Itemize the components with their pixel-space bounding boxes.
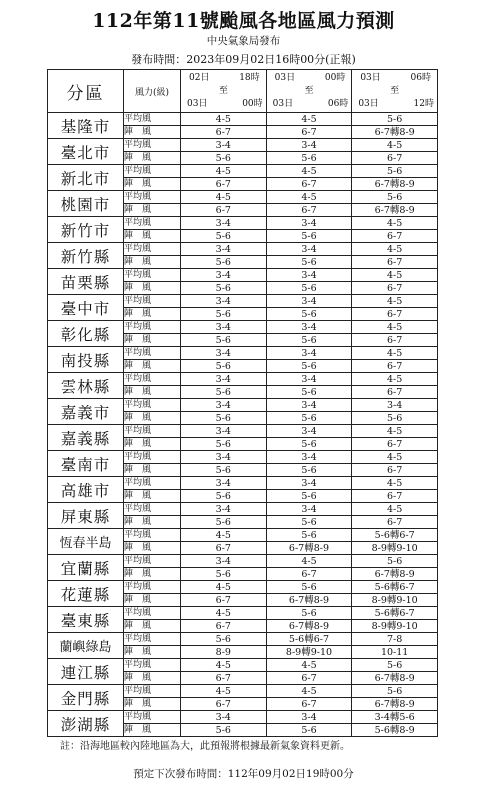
avg-wind-value: 3-4 [181, 217, 267, 230]
avg-wind-value: 3-4 [266, 425, 352, 438]
gust-wind-value: 6-7 [266, 568, 352, 581]
gust-wind-value: 6-7 [266, 698, 352, 711]
page-title: 112年第11號颱風各地區風力預測 [92, 10, 395, 32]
period-to-label: 至 [218, 85, 228, 96]
wind-type-gust: 陣 風 [124, 464, 181, 477]
table-row-avg [48, 243, 438, 256]
avg-wind-value: 5-6 [352, 555, 438, 568]
wind-type-avg: 平均風 [124, 269, 181, 282]
avg-wind-value: 3-4 [181, 555, 267, 568]
wind-type-avg: 平均風 [124, 113, 181, 126]
wind-type-avg: 平均風 [124, 477, 181, 490]
gust-wind-value: 5-6 [181, 230, 267, 243]
avg-wind-value: 3-4 [181, 711, 267, 724]
avg-wind-value: 4-5 [352, 269, 438, 282]
wind-type-avg: 平均風 [124, 217, 181, 230]
avg-wind-value: 4-5 [352, 295, 438, 308]
avg-wind-value: 4-5 [181, 165, 267, 178]
gust-wind-value: 5-6 [266, 464, 352, 477]
gust-wind-value: 6-7 [352, 152, 438, 165]
wind-type-avg: 平均風 [124, 685, 181, 698]
column-header-period-3 [352, 70, 438, 113]
table-row-avg [48, 607, 438, 620]
gust-wind-value: 6-7 [181, 594, 267, 607]
avg-wind-value: 3-4 [266, 451, 352, 464]
column-header-period-1 [181, 70, 267, 113]
avg-wind-value: 3-4 [266, 139, 352, 152]
avg-wind-value: 5-6轉6-7 [352, 529, 438, 542]
avg-wind-value: 3-4 [266, 269, 352, 282]
avg-wind-value: 4-5 [266, 555, 352, 568]
avg-wind-value: 4-5 [352, 321, 438, 334]
wind-type-gust: 陣 風 [124, 256, 181, 269]
gust-wind-value: 6-7轉8-9 [352, 204, 438, 217]
gust-wind-value: 5-6 [181, 490, 267, 503]
table-row-avg [48, 425, 438, 438]
gust-wind-value: 8-9轉9-10 [266, 646, 352, 659]
wind-type-avg: 平均風 [124, 139, 181, 152]
gust-wind-value: 8-9轉9-10 [352, 542, 438, 555]
avg-wind-value: 4-5 [352, 503, 438, 516]
gust-wind-value: 6-7 [352, 308, 438, 321]
avg-wind-value: 3-4 [181, 503, 267, 516]
gust-wind-value: 5-6 [181, 438, 267, 451]
avg-wind-value: 3-4 [266, 243, 352, 256]
gust-wind-value: 6-7 [352, 360, 438, 373]
gust-wind-value: 6-7 [181, 672, 267, 685]
avg-wind-value: 5-6 [352, 113, 438, 126]
issuing-agency: 中央氣象局發布 [206, 35, 281, 47]
region-name: 嘉義縣 [48, 425, 124, 451]
period-from-day: 03日 [360, 72, 381, 83]
gust-wind-value: 6-7 [352, 282, 438, 295]
avg-wind-value: 3-4 [266, 217, 352, 230]
avg-wind-value: 4-5 [181, 685, 267, 698]
gust-wind-value: 5-6 [266, 230, 352, 243]
region-name: 花蓮縣 [48, 581, 124, 607]
table-row-avg [48, 685, 438, 698]
avg-wind-value: 3-4 [181, 243, 267, 256]
table-row-avg [48, 217, 438, 230]
gust-wind-value: 5-6 [181, 464, 267, 477]
region-name: 高雄市 [48, 477, 124, 503]
gust-wind-value: 5-6 [181, 568, 267, 581]
table-row-avg [48, 139, 438, 152]
gust-wind-value: 6-7 [352, 230, 438, 243]
region-name: 苗栗縣 [48, 269, 124, 295]
gust-wind-value: 5-6 [181, 152, 267, 165]
region-name: 屏東縣 [48, 503, 124, 529]
gust-wind-value: 6-7 [266, 126, 352, 139]
gust-wind-value: 6-7轉8-9 [266, 542, 352, 555]
region-name: 南投縣 [48, 347, 124, 373]
avg-wind-value: 5-6 [352, 659, 438, 672]
region-name: 新北市 [48, 165, 124, 191]
avg-wind-value: 4-5 [181, 659, 267, 672]
avg-wind-value: 4-5 [181, 113, 267, 126]
period-to-day: 03日 [272, 98, 294, 109]
gust-wind-value: 6-7 [352, 490, 438, 503]
period-from-day: 03日 [274, 72, 296, 83]
avg-wind-value: 3-4 [266, 373, 352, 386]
avg-wind-value: 4-5 [352, 373, 438, 386]
gust-wind-value: 5-6 [266, 438, 352, 451]
gust-wind-value: 5-6 [266, 386, 352, 399]
avg-wind-value: 3-4 [266, 503, 352, 516]
avg-wind-value: 5-6 [352, 685, 438, 698]
gust-wind-value: 5-6 [266, 256, 352, 269]
avg-wind-value: 4-5 [181, 529, 267, 542]
wind-type-gust: 陣 風 [124, 490, 181, 503]
avg-wind-value: 4-5 [181, 191, 267, 204]
footnote: 註：沿海地區較內陸地區為大，此預報將根據最新氣象資料更新。 [60, 741, 350, 752]
period-to-label: 至 [390, 85, 400, 96]
gust-wind-value: 6-7 [352, 256, 438, 269]
gust-wind-value: 5-6 [266, 490, 352, 503]
gust-wind-value: 8-9 [181, 646, 267, 659]
wind-type-gust: 陣 風 [124, 308, 181, 321]
avg-wind-value: 4-5 [181, 607, 267, 620]
table-row-avg [48, 451, 438, 464]
gust-wind-value: 6-7轉8-9 [352, 698, 438, 711]
region-name: 嘉義市 [48, 399, 124, 425]
region-name: 恆春半島 [48, 529, 124, 555]
gust-wind-value: 6-7轉8-9 [352, 178, 438, 191]
wind-type-avg: 平均風 [124, 633, 181, 646]
gust-wind-value: 6-7轉8-9 [352, 126, 438, 139]
gust-wind-value: 5-6 [181, 256, 267, 269]
table-row-avg [48, 191, 438, 204]
avg-wind-value: 5-6 [181, 633, 267, 646]
table-row-avg [48, 373, 438, 386]
period-to-day: 03日 [358, 98, 379, 109]
wind-type-avg: 平均風 [124, 451, 181, 464]
table-row-avg [48, 555, 438, 568]
avg-wind-value: 5-6 [266, 607, 352, 620]
wind-type-avg: 平均風 [124, 711, 181, 724]
region-name: 連江縣 [48, 659, 124, 685]
avg-wind-value: 3-4 [181, 373, 267, 386]
gust-wind-value: 6-7 [266, 204, 352, 217]
avg-wind-value: 3-4 [181, 399, 267, 412]
table-row-avg [48, 711, 438, 724]
gust-wind-value: 5-6 [352, 412, 438, 425]
region-name: 彰化縣 [48, 321, 124, 347]
avg-wind-value: 3-4 [266, 399, 352, 412]
avg-wind-value: 3-4 [181, 425, 267, 438]
wind-type-avg: 平均風 [124, 555, 181, 568]
region-name: 臺南市 [48, 451, 124, 477]
gust-wind-value: 6-7轉8-9 [266, 594, 352, 607]
gust-wind-value: 8-9轉9-10 [352, 620, 438, 633]
table-row-avg [48, 529, 438, 542]
region-name: 雲林縣 [48, 373, 124, 399]
table-row-avg [48, 269, 438, 282]
wind-type-avg: 平均風 [124, 165, 181, 178]
wind-type-gust: 陣 風 [124, 204, 181, 217]
gust-wind-value: 8-9轉9-10 [352, 594, 438, 607]
gust-wind-value: 5-6 [181, 386, 267, 399]
period-to-hour: 06時 [327, 98, 349, 109]
avg-wind-value: 3-4 [266, 295, 352, 308]
region-name: 澎湖縣 [48, 711, 124, 737]
avg-wind-value: 4-5 [352, 217, 438, 230]
avg-wind-value: 3-4 [266, 477, 352, 490]
wind-type-gust: 陣 風 [124, 126, 181, 139]
avg-wind-value: 4-5 [352, 139, 438, 152]
avg-wind-value: 4-5 [352, 347, 438, 360]
table-row-avg [48, 633, 438, 646]
wind-type-gust: 陣 風 [124, 698, 181, 711]
gust-wind-value: 5-6 [266, 308, 352, 321]
gust-wind-value: 5-6 [266, 334, 352, 347]
avg-wind-value: 4-5 [266, 165, 352, 178]
wind-type-avg: 平均風 [124, 425, 181, 438]
wind-type-gust: 陣 風 [124, 282, 181, 295]
wind-type-avg: 平均風 [124, 373, 181, 386]
wind-type-gust: 陣 風 [124, 620, 181, 633]
table-row-avg [48, 399, 438, 412]
gust-wind-value: 5-6 [181, 412, 267, 425]
wind-type-gust: 陣 風 [124, 516, 181, 529]
wind-forecast-table [47, 69, 438, 737]
gust-wind-value: 5-6 [181, 724, 267, 737]
avg-wind-value: 3-4 [181, 477, 267, 490]
region-name: 新竹縣 [48, 243, 124, 269]
avg-wind-value: 5-6轉6-7 [352, 581, 438, 594]
gust-wind-value: 10-11 [352, 646, 438, 659]
wind-type-gust: 陣 風 [124, 542, 181, 555]
wind-type-avg: 平均風 [124, 191, 181, 204]
table-header-row [48, 70, 438, 113]
gust-wind-value: 6-7 [352, 516, 438, 529]
period-from-hour: 00時 [324, 72, 346, 83]
gust-wind-value: 6-7轉8-9 [266, 620, 352, 633]
avg-wind-value: 3-4 [266, 711, 352, 724]
column-header-period-2 [266, 70, 352, 113]
gust-wind-value: 6-7 [181, 620, 267, 633]
avg-wind-value: 3-4 [181, 321, 267, 334]
region-name: 蘭嶼綠島 [48, 633, 124, 659]
wind-type-gust: 陣 風 [124, 386, 181, 399]
avg-wind-value: 3-4 [352, 399, 438, 412]
avg-wind-value: 3-4 [181, 269, 267, 282]
avg-wind-value: 7-8 [352, 633, 438, 646]
column-header-scale: 風力(級) [124, 70, 181, 113]
gust-wind-value: 6-7 [181, 204, 267, 217]
wind-type-avg: 平均風 [124, 607, 181, 620]
column-header-region: 分區 [48, 70, 124, 113]
gust-wind-value: 5-6 [181, 516, 267, 529]
gust-wind-value: 6-7 [266, 178, 352, 191]
table-row-avg [48, 581, 438, 594]
period-to-hour: 00時 [242, 98, 263, 109]
region-name: 臺北市 [48, 139, 124, 165]
avg-wind-value: 3-4 [266, 347, 352, 360]
wind-type-avg: 平均風 [124, 295, 181, 308]
wind-type-gust: 陣 風 [124, 334, 181, 347]
table-row-avg [48, 113, 438, 126]
wind-type-gust: 陣 風 [124, 178, 181, 191]
avg-wind-value: 5-6 [352, 165, 438, 178]
wind-type-avg: 平均風 [124, 399, 181, 412]
wind-type-avg: 平均風 [124, 321, 181, 334]
table-row-avg [48, 503, 438, 516]
period-to-hour: 12時 [413, 98, 434, 109]
period-from-hour: 18時 [239, 72, 260, 83]
gust-wind-value: 5-6 [266, 360, 352, 373]
wind-type-gust: 陣 風 [124, 568, 181, 581]
table-row-avg [48, 321, 438, 334]
gust-wind-value: 5-6 [266, 152, 352, 165]
gust-wind-value: 6-7 [181, 698, 267, 711]
avg-wind-value: 4-5 [266, 113, 352, 126]
gust-wind-value: 6-7 [352, 464, 438, 477]
wind-type-gust: 陣 風 [124, 594, 181, 607]
avg-wind-value: 3-4 [181, 451, 267, 464]
wind-type-avg: 平均風 [124, 581, 181, 594]
table-row-avg [48, 165, 438, 178]
gust-wind-value: 5-6 [181, 282, 267, 295]
avg-wind-value: 3-4 [181, 295, 267, 308]
region-name: 新竹市 [48, 217, 124, 243]
wind-type-avg: 平均風 [124, 243, 181, 256]
gust-wind-value: 5-6 [181, 308, 267, 321]
gust-wind-value: 6-7 [181, 178, 267, 191]
region-name: 臺中市 [48, 295, 124, 321]
avg-wind-value: 5-6 [352, 191, 438, 204]
gust-wind-value: 5-6 [181, 334, 267, 347]
gust-wind-value: 5-6 [266, 412, 352, 425]
gust-wind-value: 5-6 [266, 282, 352, 295]
avg-wind-value: 5-6轉6-7 [352, 607, 438, 620]
gust-wind-value: 6-7 [181, 126, 267, 139]
gust-wind-value: 6-7 [352, 334, 438, 347]
wind-type-avg: 平均風 [124, 503, 181, 516]
period-from-hour: 06時 [410, 72, 431, 83]
region-name: 基隆市 [48, 113, 124, 139]
avg-wind-value: 4-5 [352, 451, 438, 464]
avg-wind-value: 4-5 [266, 191, 352, 204]
table-row-avg [48, 347, 438, 360]
gust-wind-value: 5-6轉8-9 [352, 724, 438, 737]
issue-time: 發布時間：2023年09月02日16時00分(正報) [131, 53, 356, 66]
wind-type-avg: 平均風 [124, 659, 181, 672]
wind-type-gust: 陣 風 [124, 672, 181, 685]
avg-wind-value: 3-4轉5-6 [352, 711, 438, 724]
wind-type-avg: 平均風 [124, 347, 181, 360]
avg-wind-value: 5-6 [266, 529, 352, 542]
wind-type-gust: 陣 風 [124, 646, 181, 659]
gust-wind-value: 6-7 [352, 386, 438, 399]
avg-wind-value: 4-5 [266, 659, 352, 672]
wind-type-gust: 陣 風 [124, 412, 181, 425]
wind-type-gust: 陣 風 [124, 360, 181, 373]
table-row-avg [48, 295, 438, 308]
table-row-avg [48, 659, 438, 672]
avg-wind-value: 5-6轉6-7 [266, 633, 352, 646]
wind-type-avg: 平均風 [124, 529, 181, 542]
avg-wind-value: 3-4 [181, 139, 267, 152]
period-to-day: 03日 [187, 98, 208, 109]
gust-wind-value: 5-6 [266, 516, 352, 529]
gust-wind-value: 6-7 [181, 542, 267, 555]
gust-wind-value: 6-7轉8-9 [352, 672, 438, 685]
avg-wind-value: 4-5 [352, 477, 438, 490]
wind-type-gust: 陣 風 [124, 724, 181, 737]
gust-wind-value: 6-7 [266, 672, 352, 685]
period-from-day: 02日 [189, 72, 210, 83]
period-to-label: 至 [304, 85, 314, 96]
avg-wind-value: 4-5 [352, 425, 438, 438]
gust-wind-value: 5-6 [266, 724, 352, 737]
gust-wind-value: 6-7轉8-9 [352, 568, 438, 581]
table-body [48, 113, 438, 737]
gust-wind-value: 5-6 [181, 360, 267, 373]
avg-wind-value: 3-4 [266, 321, 352, 334]
avg-wind-value: 3-4 [181, 347, 267, 360]
next-issue-time: 預定下次發布時間：112年09月02日19時00分 [133, 768, 354, 780]
table-row-avg [48, 477, 438, 490]
region-name: 臺東縣 [48, 607, 124, 633]
avg-wind-value: 4-5 [266, 685, 352, 698]
region-name: 金門縣 [48, 685, 124, 711]
wind-type-gust: 陣 風 [124, 438, 181, 451]
region-name: 宜蘭縣 [48, 555, 124, 581]
avg-wind-value: 4-5 [352, 243, 438, 256]
region-name: 桃園市 [48, 191, 124, 217]
wind-type-gust: 陣 風 [124, 152, 181, 165]
wind-type-gust: 陣 風 [124, 230, 181, 243]
avg-wind-value: 5-6 [266, 581, 352, 594]
gust-wind-value: 6-7 [352, 438, 438, 451]
avg-wind-value: 4-5 [181, 581, 267, 594]
